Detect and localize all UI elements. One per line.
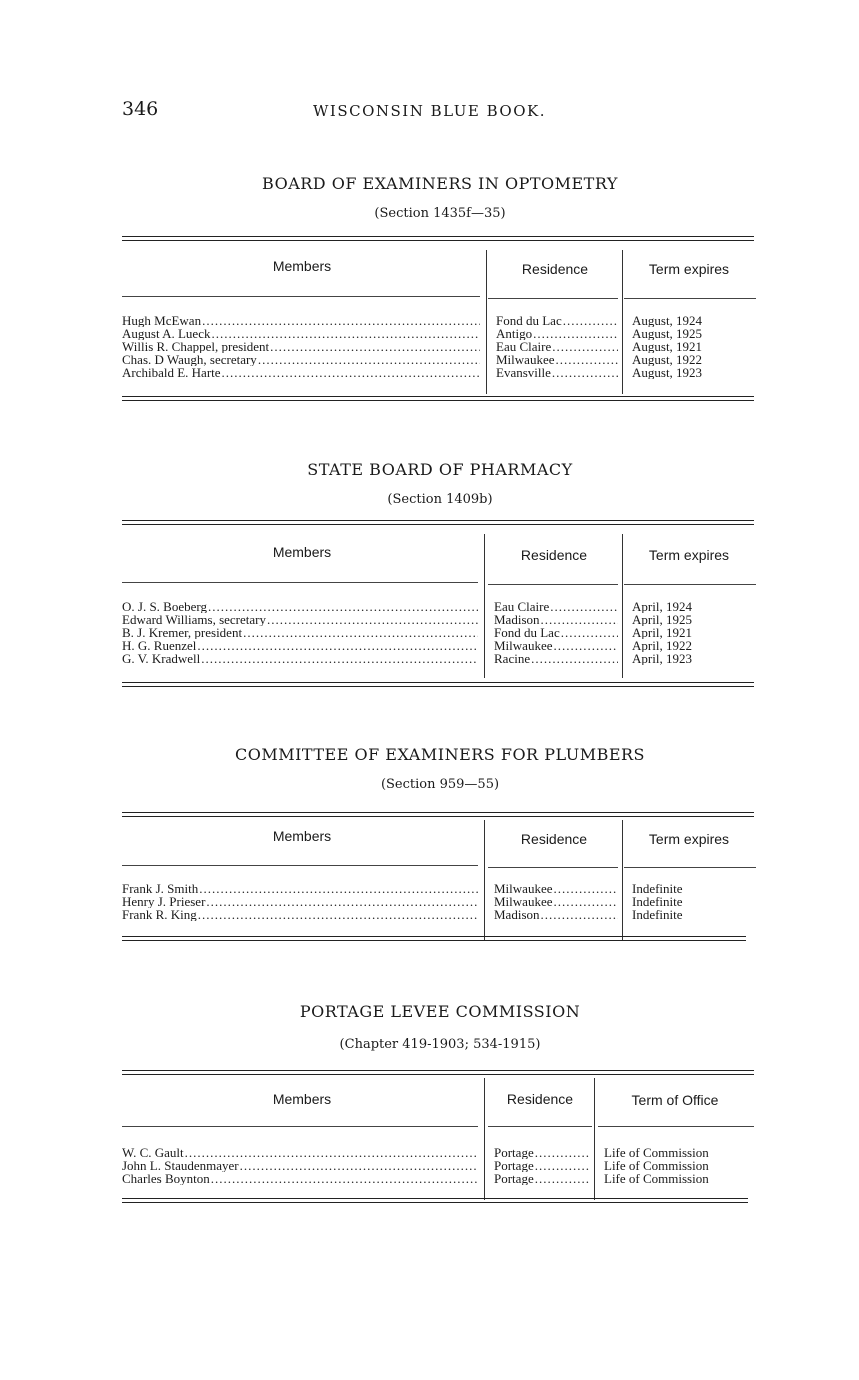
member-name: G. V. Kradwell [122,652,201,665]
term: April, 1923 [632,652,692,665]
term: August, 1923 [632,366,703,379]
table-top-rule [122,236,754,241]
header-rule [598,1126,754,1127]
table-top-rule [122,812,754,817]
table-row [122,908,754,921]
members-table [122,1070,754,1212]
table-top-rule [122,520,754,525]
residence: Madison [494,613,540,626]
term: April, 1921 [632,626,692,639]
term: April, 1924 [632,600,692,613]
term: August, 1924 [632,314,703,327]
table-row [122,353,754,366]
residence: Milwaukee [494,895,553,908]
header-members: Members [272,1091,332,1107]
member-name: B. J. Kremer, president [122,626,243,639]
residence: Fond du Lac [494,626,560,639]
column-divider [484,820,485,940]
header-rule [624,584,756,585]
running-head: WISCONSIN BLUE BOOK. [312,102,546,120]
board-section-ref: (Section 1409b) [387,492,493,507]
header-rule [488,1126,592,1127]
table-row [122,366,754,379]
table-row [122,882,754,895]
member-name: Henry J. Prieser [122,895,206,908]
table-bottom-rule [122,936,746,941]
residence: Fond du Lac [496,314,562,327]
term: Indefinite [632,895,683,908]
header-residence: Residence [521,261,589,277]
residence: Portage [494,1159,534,1172]
header-term: Term expires [648,831,730,847]
residence: Eau Claire [496,340,552,353]
header-rule [122,865,478,866]
header-rule [122,582,478,583]
residence: Milwaukee [494,882,553,895]
board-title: STATE BOARD OF PHARMACY [307,460,573,479]
members-table [122,812,754,952]
term: August, 1921 [632,340,703,353]
term: Indefinite [632,882,683,895]
table-bottom-rule [122,396,754,401]
header-rule [624,298,756,299]
header-members: Members [272,258,332,274]
table-row [122,895,754,908]
table-row [122,314,754,327]
table-row [122,327,754,340]
board-section-ref: (Chapter 419-1903; 534-1915) [339,1037,541,1052]
board-title: BOARD OF EXAMINERS IN OPTOMETRY [262,174,618,193]
header-term: Term expires [648,261,730,277]
header-term: Term expires [648,547,730,563]
term: April, 1925 [632,613,692,626]
term: Indefinite [632,908,683,921]
member-name: Archibald E. Harte [122,366,221,379]
header-rule [488,867,618,868]
header-term: Term of Office [631,1092,719,1108]
member-name: W. C. Gault [122,1146,184,1159]
residence: Milwaukee [494,639,553,652]
term: April, 1922 [632,639,692,652]
residence: Portage [494,1172,534,1185]
member-name: John L. Staudenmayer [122,1159,239,1172]
header-rule [122,1126,478,1127]
board-title: PORTAGE LEVEE COMMISSION [299,1002,581,1021]
member-name: Edward Williams, secretary [122,613,266,626]
board-title: COMMITTEE OF EXAMINERS FOR PLUMBERS [234,745,646,764]
header-rule [122,296,480,297]
member-name: Frank J. Smith [122,882,199,895]
table-row [122,626,754,639]
residence: Milwaukee [496,353,555,366]
members-table [122,520,754,692]
table-bottom-rule [122,1198,748,1203]
table-row [122,340,754,353]
term: Life of Commission [604,1172,709,1185]
residence: Madison [494,908,540,921]
member-name: H. G. Ruenzel [122,639,197,652]
member-name: O. J. S. Boeberg [122,600,207,613]
member-name: Willis R. Chappel, president [122,340,270,353]
table-row [122,1146,754,1159]
page-number: 346 [122,98,159,120]
residence: Eau Claire [494,600,550,613]
table-row [122,639,754,652]
member-name: August A. Lueck [122,327,211,340]
term: August, 1925 [632,327,703,340]
residence: Antigo [496,327,533,340]
header-rule [624,867,756,868]
table-row [122,1159,754,1172]
header-rule [488,298,618,299]
header-rule [488,584,618,585]
member-name: Chas. D Waugh, secretary [122,353,257,366]
column-divider [622,820,623,940]
residence: Racine [494,652,531,665]
members-table [122,236,754,408]
member-name: Charles Boynton [122,1172,210,1185]
term: August, 1922 [632,353,703,366]
table-row [122,652,754,665]
table-bottom-rule [122,682,754,687]
term: Life of Commission [604,1159,709,1172]
table-row [122,613,754,626]
table-top-rule [122,1070,754,1075]
table-row [122,600,754,613]
header-residence: Residence [520,831,588,847]
term: Life of Commission [604,1146,709,1159]
board-section-ref: (Section 959—55) [380,777,500,792]
board-section-ref: (Section 1435f—35) [374,206,506,221]
header-members: Members [272,828,332,844]
table-row [122,1172,754,1185]
header-members: Members [272,544,332,560]
member-name: Frank R. King [122,908,197,921]
residence: Evansville [496,366,551,379]
residence: Portage [494,1146,534,1159]
member-name: Hugh McEwan [122,314,202,327]
header-residence: Residence [520,547,588,563]
header-residence: Residence [506,1091,574,1107]
